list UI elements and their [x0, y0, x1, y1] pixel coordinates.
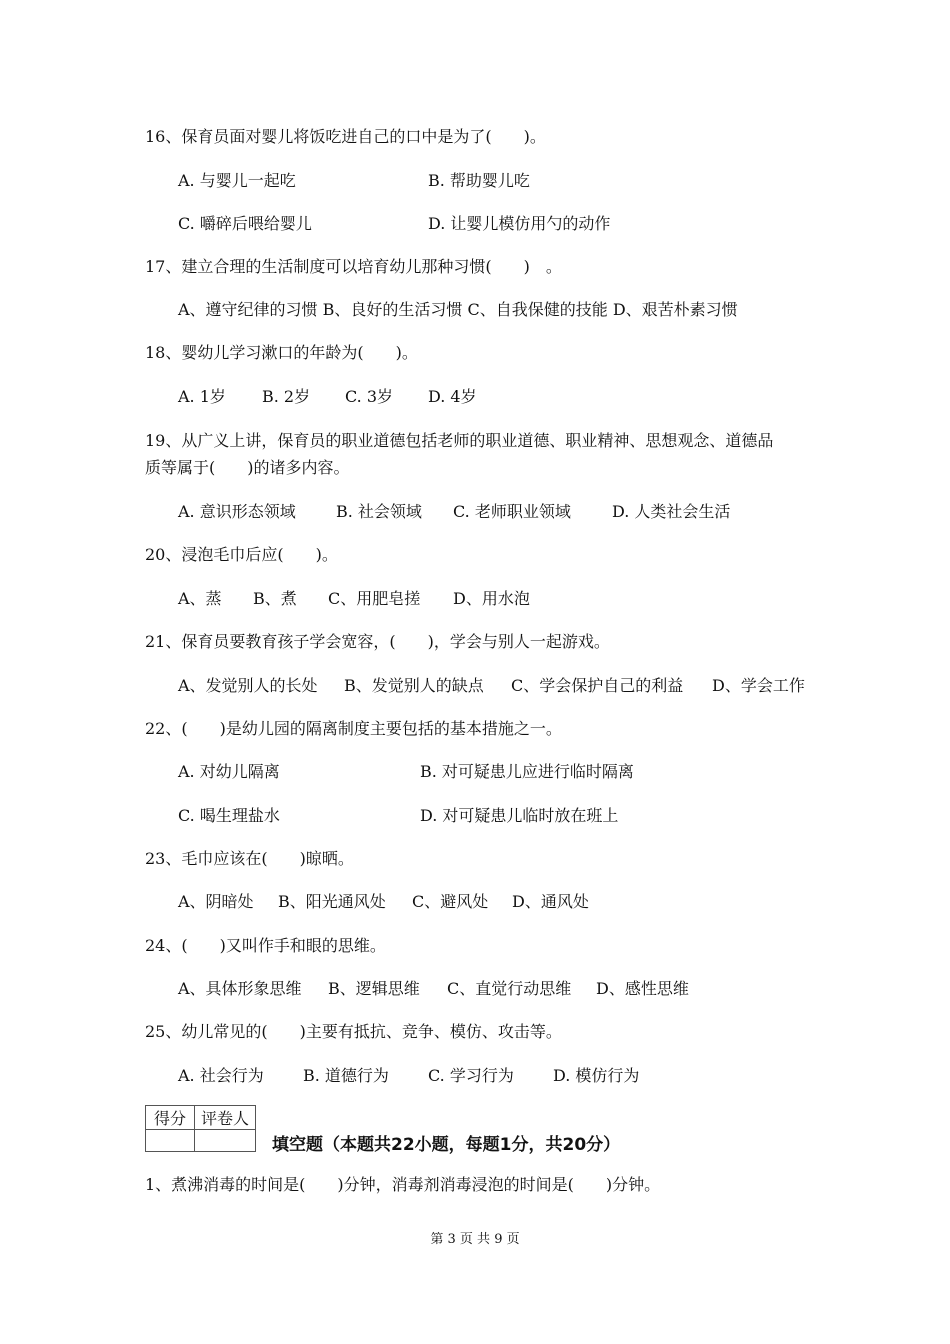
question-22-option-d: D. 对可疑患儿临时放在班上 — [420, 806, 619, 825]
question-18-option-b: B. 2岁 — [262, 387, 311, 406]
score-table — [145, 1105, 256, 1152]
section-title: 填空题（本题共22小题，每题1分，共20分） — [272, 1135, 621, 1155]
grader-label: 评卷人 — [195, 1106, 256, 1130]
score-label: 得分 — [146, 1106, 195, 1130]
question-23-option-c: C、避风处 — [412, 892, 489, 911]
question-24-stem: 24、( )又叫作手和眼的思维。 — [145, 936, 386, 955]
score-cell — [146, 1130, 195, 1152]
question-24-option-d: D、感性思维 — [596, 979, 689, 998]
question-19-option-a: A. 意识形态领域 — [178, 502, 296, 521]
question-18-option-c: C. 3岁 — [345, 387, 394, 406]
question-20-option-c: C、用肥皂搓 — [328, 589, 421, 608]
question-22-option-b: B. 对可疑患儿应进行临时隔离 — [420, 762, 634, 781]
question-19-stem-continued: 质等属于( )的诸多内容。 — [145, 458, 350, 477]
question-19-stem: 19、从广义上讲，保育员的职业道德包括老师的职业道德、职业精神、思想观念、道德品 — [145, 431, 774, 450]
question-21-stem: 21、保育员要教育孩子学会宽容，( )，学会与别人一起游戏。 — [145, 632, 610, 651]
question-22-option-c: C. 喝生理盐水 — [178, 806, 280, 825]
question-25-option-c: C. 学习行为 — [428, 1066, 514, 1085]
question-16-option-b: B. 帮助婴儿吃 — [428, 171, 530, 190]
question-24-option-b: B、逻辑思维 — [328, 979, 420, 998]
question-22-option-a: A. 对幼儿隔离 — [178, 762, 280, 781]
question-19-option-c: C. 老师职业领域 — [453, 502, 571, 521]
question-25-option-a: A. 社会行为 — [178, 1066, 264, 1085]
question-23-stem: 23、毛巾应该在( )晾晒。 — [145, 849, 354, 868]
question-25-option-d: D. 模仿行为 — [553, 1066, 640, 1085]
question-24-option-a: A、具体形象思维 — [178, 979, 302, 998]
grader-cell — [195, 1130, 256, 1152]
page-footer: 第 3 页 共 9 页 — [430, 1232, 520, 1247]
question-20-option-a: A、蒸 — [178, 589, 222, 608]
question-20-option-d: D、用水泡 — [453, 589, 530, 608]
question-25-stem: 25、幼儿常见的( )主要有抵抗、竞争、模仿、攻击等。 — [145, 1022, 562, 1041]
question-21-option-c: C、学会保护自己的利益 — [511, 676, 684, 695]
question-17-stem: 17、建立合理的生活制度可以培育幼儿那种习惯( ) 。 — [145, 257, 562, 276]
question-16-option-c: C. 嚼碎后喂给婴儿 — [178, 214, 312, 233]
question-19-option-d: D. 人类社会生活 — [612, 502, 731, 521]
question-23-option-d: D、通风处 — [512, 892, 589, 911]
question-18-stem: 18、婴幼儿学习漱口的年龄为( )。 — [145, 343, 418, 362]
question-21-option-d: D、学会工作 — [712, 676, 805, 695]
question-16-option-a: A. 与婴儿一起吃 — [178, 171, 296, 190]
question-24-option-c: C、直觉行动思维 — [447, 979, 572, 998]
question-16-option-d: D. 让婴儿模仿用勺的动作 — [428, 214, 611, 233]
question-19-option-b: B. 社会领域 — [336, 502, 422, 521]
question-23-option-a: A、阴暗处 — [178, 892, 254, 911]
question-23-option-b: B、阳光通风处 — [278, 892, 386, 911]
question-17-options: A、遵守纪律的习惯 B、良好的生活习惯 C、自我保健的技能 D、艰苦朴素习惯 — [178, 300, 738, 319]
question-22-stem: 22、( )是幼儿园的隔离制度主要包括的基本措施之一。 — [145, 719, 562, 738]
question-18-option-a: A. 1岁 — [178, 387, 226, 406]
question-25-option-b: B. 道德行为 — [303, 1066, 389, 1085]
fill-question-1: 1、煮沸消毒的时间是( )分钟，消毒剂消毒浸泡的时间是( )分钟。 — [145, 1175, 661, 1194]
question-21-option-a: A、发觉别人的长处 — [178, 676, 318, 695]
question-20-option-b: B、煮 — [253, 589, 297, 608]
question-18-option-d: D. 4岁 — [428, 387, 477, 406]
question-16-stem: 16、保育员面对婴儿将饭吃进自己的口中是为了( )。 — [145, 127, 546, 146]
question-21-option-b: B、发觉别人的缺点 — [344, 676, 484, 695]
question-20-stem: 20、浸泡毛巾后应( )。 — [145, 545, 338, 564]
